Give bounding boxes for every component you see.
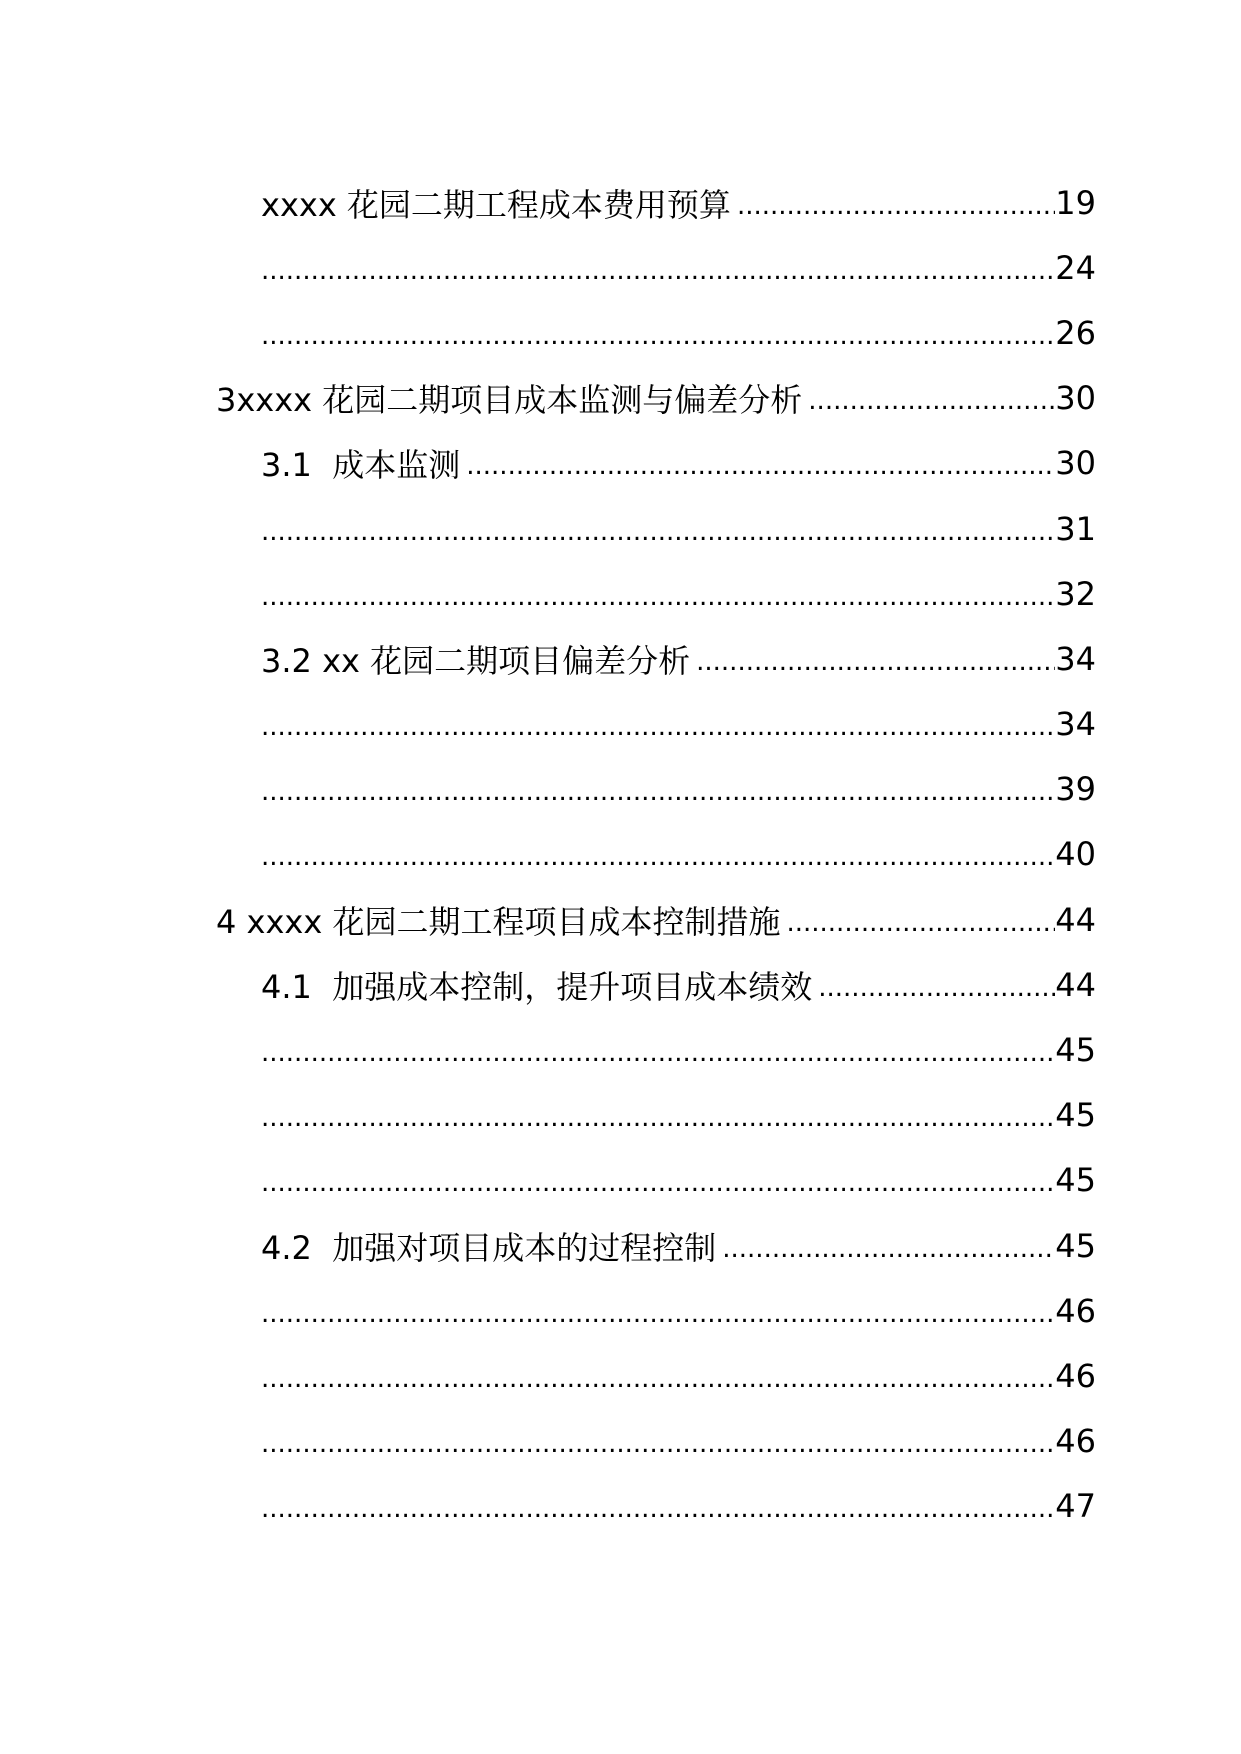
toc-entry-page: 46 [1055,1291,1096,1330]
toc-entry [0,561,1096,626]
toc-dot-leader [737,187,1055,219]
toc-entry [0,1409,1096,1474]
toc-entry [0,300,1096,365]
toc-dot-leader [261,578,1055,610]
toc-entry-page: 47 [1055,1487,1096,1526]
toc-dot-leader [261,838,1055,870]
toc-dot-leader [818,969,1055,1001]
toc-entry [0,1278,1096,1343]
toc-entry-page: 30 [1055,444,1096,483]
toc-dot-leader [261,1034,1055,1066]
toc-dot-leader [261,1164,1055,1196]
toc-entry-page: 44 [1055,900,1096,939]
toc-entry-page: 32 [1055,574,1096,613]
toc-dot-leader [261,1425,1055,1457]
toc-entry [0,1474,1096,1539]
toc-entry [0,1343,1096,1408]
toc-entry-title: 3.2 xx 花园二期项目偏差分析 [261,641,691,680]
toc-dot-leader [696,643,1055,675]
toc-entry [0,952,1096,1017]
toc-dot-leader [261,773,1055,805]
table-of-contents [0,170,1096,1539]
toc-entry-page: 34 [1055,639,1096,678]
toc-entry-title: 4.1 加强成本控制，提升项目成本绩效 [261,967,813,1006]
toc-entry-page: 24 [1055,248,1096,287]
toc-entry-title: xxxx 花园二期工程成本费用预算 [261,185,731,224]
toc-entry-page: 39 [1055,770,1096,809]
toc-entry [0,170,1096,235]
toc-entry-page: 40 [1055,835,1096,874]
toc-entry [0,757,1096,822]
toc-dot-leader [466,447,1055,479]
toc-dot-leader [722,1230,1055,1262]
toc-dot-leader [261,252,1055,284]
toc-entry [0,235,1096,300]
toc-entry-title: 4.2 加强对项目成本的过程控制 [261,1228,717,1267]
toc-entry-page: 46 [1055,1422,1096,1461]
toc-dot-leader [808,382,1055,414]
toc-entry [0,822,1096,887]
toc-entry [0,496,1096,561]
toc-entry-page: 31 [1055,509,1096,548]
toc-entry [0,1083,1096,1148]
toc-dot-leader [261,1295,1055,1327]
toc-entry-title: 3xxxx 花园二期项目成本监测与偏差分析 [216,381,803,420]
toc-entry-page: 34 [1055,705,1096,744]
toc-entry-page: 45 [1055,1161,1096,1200]
toc-entry [0,1148,1096,1213]
toc-entry-page: 19 [1055,183,1096,222]
toc-entry-title: 3.1 成本监测 [261,446,461,485]
toc-entry-page: 30 [1055,379,1096,418]
toc-entry [0,366,1096,431]
toc-dot-leader [261,1490,1055,1522]
toc-entry-page: 45 [1055,1096,1096,1135]
toc-entry-page: 45 [1055,1226,1096,1265]
toc-entry-page: 44 [1055,965,1096,1004]
toc-dot-leader [261,1099,1055,1131]
toc-entry [0,887,1096,952]
toc-entry [0,626,1096,691]
toc-entry [0,431,1096,496]
toc-dot-leader [261,708,1055,740]
toc-entry-title: 4 xxxx 花园二期工程项目成本控制措施 [216,902,781,941]
toc-dot-leader [261,513,1055,545]
toc-dot-leader [261,1360,1055,1392]
toc-entry [0,692,1096,757]
toc-entry [0,1017,1096,1082]
toc-dot-leader [261,317,1055,349]
toc-entry-page: 26 [1055,313,1096,352]
toc-entry-page: 45 [1055,1031,1096,1070]
toc-entry [0,1213,1096,1278]
toc-dot-leader [786,904,1055,936]
toc-entry-page: 46 [1055,1356,1096,1395]
